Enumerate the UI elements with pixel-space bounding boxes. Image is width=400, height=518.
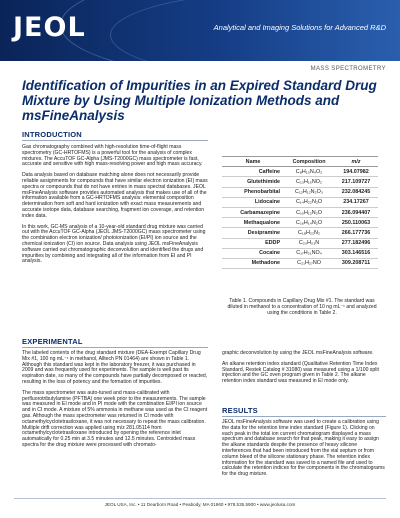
table-row xyxy=(222,228,378,238)
table-header-name: Name xyxy=(222,157,284,167)
introduction-paragraph-1: Gas chromatography combined with high-resolution time-of-flight mass spectrometry (GC-HRTOFMS) is a powerful tool for the analysis of complex mixtures. The AccuTOF GC-Alpha (JMS-T2000GC) mass spectrometer is fast, accurate and sensitive with high mass-resolving power and high mass accuracy. xyxy=(22,144,203,168)
jeol-logo: JEOL xyxy=(13,12,86,43)
right-paragraph-2: An alkane retention index standard (Qualitative Retention Time Index Standard, Restek Catalog # 31080) was measured using a 1/100 split injection and the GC oven program given in Table 2. The alkane retention index standard was measured in EI mode only. xyxy=(222,360,379,385)
footer xyxy=(0,502,400,507)
compound-composition: C₂₀H₂₃N xyxy=(284,238,334,248)
table-caption: Table 1. Compounds in Capillary Drug Mix #1. The standard was diluted in methanol to a concentration of 10 ng mL⁻¹ and analyzed using the conditions in Table 2. xyxy=(227,298,377,316)
introduction-heading: INTRODUCTION xyxy=(22,130,82,139)
results-heading: RESULTS xyxy=(222,406,258,415)
table-header-composition: Composition xyxy=(284,157,334,167)
header-banner xyxy=(0,0,400,61)
compound-composition: C₁₇H₂₁NO₄ xyxy=(284,248,334,258)
compound-name: Desipramine xyxy=(222,228,284,238)
results-rule xyxy=(222,416,386,417)
table-row xyxy=(222,218,378,228)
table-row xyxy=(222,187,378,197)
table-row xyxy=(222,248,378,258)
experimental-paragraph-1: The labeled contents of the drug standard mixture (DEA-Exempt Capillary Drug Mix #1, 100 ng mL⁻¹ in methanol, Alltech PN 01464) are shown in Table 1. Although this standard was kept in the laboratory freezer, it was purchased in 2009 and was frequently used for experiments. The sample is well past its expiration date, so many of the compounds have partially decomposed or reacted, resulting in the loss of potency and the formation of impurities. xyxy=(22,350,208,385)
compound-mz: 266.177736 xyxy=(334,228,378,238)
section-tag: MASS SPECTROMETRY xyxy=(310,66,386,72)
introduction-body xyxy=(22,145,208,270)
compound-name: Methadone xyxy=(222,258,284,268)
footer-contact: JEOL USA, Inc. • 11 Dearborn Road • Peabody, MA 01960 • 978.535.5900 • www.jeolusa.com xyxy=(104,502,296,507)
compound-composition: C₈H₁₀N₄O₂ xyxy=(284,167,334,177)
compound-mz: 234.17267 xyxy=(334,197,378,207)
compound-mz: 250.110063 xyxy=(334,218,378,228)
compound-mz: 217.109727 xyxy=(334,177,378,187)
compound-mz: 236.094407 xyxy=(334,207,378,217)
compound-composition: C₁₄H₂₂N₂O xyxy=(284,197,334,207)
compound-name: Cocaine xyxy=(222,248,284,258)
compound-composition: C₁₈H₂₂N₂ xyxy=(284,228,334,238)
introduction-paragraph-2: Data analysis based on database matching alone does not necessarily provide reliable assignments for compounds that have similar electron ionization (EI) mass spectra or compounds that do not have entries in mass spectral databases. JEOL msFineAnalysis software provides automated analysis that makes use of all of the information available from a GC-HRTOFMS analysis: elemental composition determination from soft and hard ionization with exact mass measurements and accurate isotope data, database searching, fragment ion coverage, and retention index data. xyxy=(22,172,208,219)
compounds-table xyxy=(222,156,378,269)
compound-composition: C₂₁H₂₇NO xyxy=(284,258,334,268)
experimental-rule xyxy=(22,347,208,348)
compound-mz: 232.084245 xyxy=(334,187,378,197)
compound-mz: 309.208711 xyxy=(334,258,378,268)
table-row xyxy=(222,238,378,248)
table-row xyxy=(222,197,378,207)
compound-composition: C₁₆H₁₄N₂O xyxy=(284,218,334,228)
compound-composition: C₁₃H₁₅NO₂ xyxy=(284,177,334,187)
results-body xyxy=(222,420,386,483)
compound-mz: 303.146516 xyxy=(334,248,378,258)
right-paragraph-1: graphic deconvolution by using the JEOL msFineAnalysis software. xyxy=(222,350,374,356)
compound-name: Carbamazepine xyxy=(222,207,284,217)
results-paragraph-1: JEOL msFineAnalysis software was used to create a calibration using the data for the retention time index standard (Figure 1). Clicking on each peak in the total ion current chromatogram displayed a mass spectrum and database search for that peak, making it easy to assign the alkane standards despite the presence of heavy silicone interferences that had been introduced from the vial septum or from column bleed of the silicone stationary phase. The retention index information for the standard was saved to a named file and used to calculate the retention indices for the components in the chromatograms for the drug mixture. xyxy=(222,419,385,478)
footer-rule xyxy=(14,498,386,499)
right-column-body xyxy=(222,351,386,390)
compound-name: Caffeine xyxy=(222,167,284,177)
compound-composition: C₁₂H₁₂N₂O₃ xyxy=(284,187,334,197)
compound-name: EDDP xyxy=(222,238,284,248)
introduction-rule xyxy=(22,140,208,141)
table-row xyxy=(222,258,378,268)
introduction-paragraph-3: In this work, GC-MS analysis of a 10-year-old standard drug mixture was carried out with the AccuTOF GC-Alpha (JEOL JMS-T2000GC) mass spectrometer using the combination electron ionization/ photoionization (EI/PI) ion source and the chemical ionization (CI) ion source. Data analysis using JEOL msFineAnalysis software carried out chromatographic deconvolution and identified the drugs and impurities by combining and integrating all of the information from EI and PI analysis. xyxy=(22,223,206,265)
table-row xyxy=(222,207,378,217)
header-tagline: Analytical and Imaging Solutions for Advanced R&D xyxy=(213,23,386,32)
table-header-mz: m/z xyxy=(334,157,378,167)
compound-name: Methaqualone xyxy=(222,218,284,228)
experimental-heading: EXPERIMENTAL xyxy=(22,337,83,346)
compound-mz: 194.07982 xyxy=(334,167,378,177)
compound-mz: 277.182496 xyxy=(334,238,378,248)
table-row xyxy=(222,177,378,187)
experimental-body xyxy=(22,351,208,454)
compound-name: Phenobarbital xyxy=(222,187,284,197)
compound-name: Lidocaine xyxy=(222,197,284,207)
experimental-paragraph-2: The mass spectrometer was auto-tuned and mass-calibrated with perfluorotributylamine (PFTBA) one week prior to the measurements. The sample was measured in EI mode and in PI mode with the combination EI/PI ion source and in CI mode. A mixture of 5% ammonia in methane was used as the CI reagent gas. Although the mass spectrometer was returned in CI mode with octamethylcyclotetrasiloxane, it was not necessary to repeat the mass calibration. Multiple drift correction was applied using m/z 281.05114 from octamethylcyclotetrasiloxane introduced by opening the reference inlet automatically for 0.25 min at 3.5 minutes and 12.5 minutes. Centroided mass spectra for the drug mixture were processed with chromato- xyxy=(22,389,208,448)
compound-name: Glutethimide xyxy=(222,177,284,187)
compound-composition: C₁₅H₁₂N₂O xyxy=(284,207,334,217)
page-title: Identification of Impurities in an Expired Standard Drug Mixture by Using Multiple Ionization Methods and msFineAnalysis xyxy=(22,78,377,123)
table-header-row xyxy=(222,157,378,167)
table-row xyxy=(222,167,378,177)
